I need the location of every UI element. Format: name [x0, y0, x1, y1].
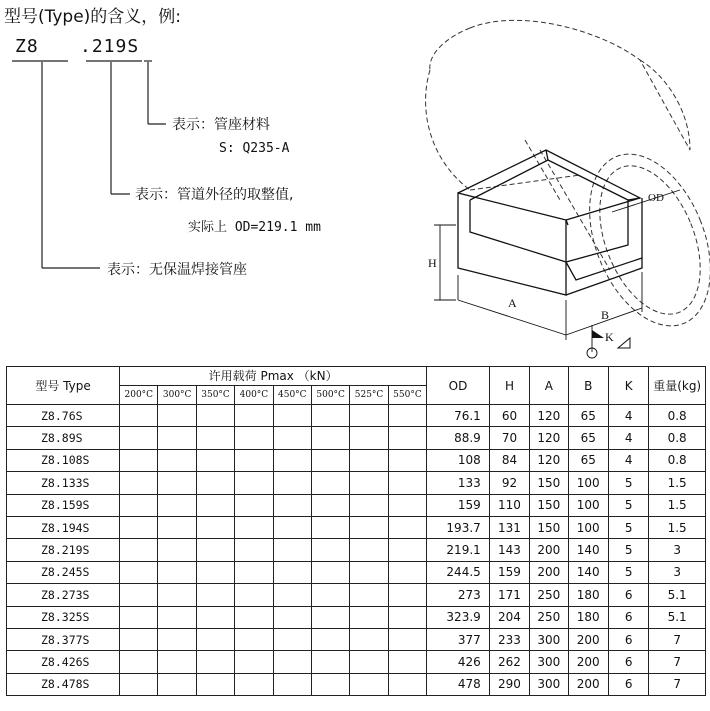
cell-weight: 7 [649, 673, 706, 695]
table-row [7, 584, 706, 606]
cell-load-cell [311, 539, 349, 561]
header-temp: 350°C [196, 386, 234, 405]
cell-load-cell [120, 673, 158, 695]
cell-load-cell [158, 449, 196, 471]
table-row [7, 427, 706, 449]
cell-load-cell [388, 472, 426, 494]
cell-od: 273 [427, 584, 490, 606]
cell-h: 92 [489, 472, 529, 494]
cell-weight: 0.8 [649, 405, 706, 427]
cell-k: 4 [608, 449, 648, 471]
cell-k: 6 [608, 673, 648, 695]
cell-load-cell [158, 651, 196, 673]
cell-load-cell [350, 516, 388, 538]
cell-h: 233 [489, 628, 529, 650]
cell-model: Z8.89S [7, 427, 120, 449]
cell-h: 262 [489, 651, 529, 673]
cell-k: 5 [608, 494, 648, 516]
cell-load-cell [196, 449, 234, 471]
cell-model: Z8.76S [7, 405, 120, 427]
cell-load-cell [158, 494, 196, 516]
cell-k: 4 [608, 427, 648, 449]
cell-load-cell [311, 673, 349, 695]
cell-h: 159 [489, 561, 529, 583]
header-row-1 [7, 367, 706, 386]
cell-load-cell [196, 561, 234, 583]
cell-load-cell [273, 651, 311, 673]
label-b: B [601, 308, 610, 322]
cell-load-cell [388, 405, 426, 427]
cell-load-cell [235, 472, 273, 494]
cell-k: 6 [608, 584, 648, 606]
header-h: H [489, 367, 529, 405]
cell-load-cell [388, 606, 426, 628]
header-temp: 525°C [350, 386, 388, 405]
cell-weight: 0.8 [649, 449, 706, 471]
header-weight: 重量(kg) [649, 367, 706, 405]
cell-model: Z8.194S [7, 516, 120, 538]
cell-weight: 3 [649, 539, 706, 561]
cell-k: 5 [608, 561, 648, 583]
note-material-value: S: Q235-A [219, 141, 290, 156]
cell-load-cell [273, 516, 311, 538]
cell-load-cell [311, 472, 349, 494]
cell-load-cell [350, 449, 388, 471]
cell-b: 140 [568, 539, 608, 561]
cell-a: 150 [530, 494, 568, 516]
cell-load-cell [350, 628, 388, 650]
cell-load-cell [235, 628, 273, 650]
cell-b: 100 [568, 472, 608, 494]
note-type: 表示：无保温焊接管座 [107, 262, 247, 278]
cell-h: 143 [489, 539, 529, 561]
cell-load-cell [196, 539, 234, 561]
cell-weight: 5.1 [649, 584, 706, 606]
cell-load-cell [388, 427, 426, 449]
cell-a: 300 [530, 651, 568, 673]
header-od: OD [427, 367, 490, 405]
cell-load-cell [158, 673, 196, 695]
cell-h: 290 [489, 673, 529, 695]
cell-load-cell [235, 561, 273, 583]
table-row [7, 673, 706, 695]
header-model: 型号 Type [7, 367, 120, 405]
cell-model: Z8.426S [7, 651, 120, 673]
note-od-value: 实际上 OD=219.1 mm [188, 220, 321, 235]
cell-h: 131 [489, 516, 529, 538]
cell-k: 5 [608, 472, 648, 494]
cell-a: 150 [530, 516, 568, 538]
cell-k: 6 [608, 606, 648, 628]
cell-h: 171 [489, 584, 529, 606]
cell-load-cell [120, 405, 158, 427]
cell-load-cell [273, 584, 311, 606]
cell-h: 70 [489, 427, 529, 449]
cell-load-cell [350, 606, 388, 628]
cell-weight: 7 [649, 651, 706, 673]
header-load: 许用载荷 Pmax （kN） [120, 367, 427, 386]
cell-load-cell [311, 561, 349, 583]
cell-load-cell [311, 628, 349, 650]
cell-load-cell [311, 606, 349, 628]
cell-a: 150 [530, 472, 568, 494]
cell-od: 193.7 [427, 516, 490, 538]
table-row [7, 494, 706, 516]
cell-load-cell [350, 494, 388, 516]
cell-load-cell [235, 427, 273, 449]
cell-weight: 1.5 [649, 472, 706, 494]
cell-load-cell [350, 405, 388, 427]
header-temp: 200°C [120, 386, 158, 405]
cell-load-cell [388, 516, 426, 538]
cell-a: 120 [530, 427, 568, 449]
cell-a: 300 [530, 628, 568, 650]
cell-weight: 1.5 [649, 516, 706, 538]
cell-b: 140 [568, 561, 608, 583]
cell-load-cell [196, 651, 234, 673]
cell-od: 219.1 [427, 539, 490, 561]
cell-load-cell [235, 516, 273, 538]
cell-a: 120 [530, 449, 568, 471]
label-k: K [605, 330, 614, 344]
cell-load-cell [350, 539, 388, 561]
cell-od: 88.9 [427, 427, 490, 449]
cell-od: 426 [427, 651, 490, 673]
cell-load-cell [120, 561, 158, 583]
cell-a: 250 [530, 584, 568, 606]
cell-load-cell [120, 427, 158, 449]
header-temp: 500°C [311, 386, 349, 405]
cell-load-cell [235, 494, 273, 516]
cell-load-cell [273, 494, 311, 516]
cell-load-cell [388, 673, 426, 695]
cell-load-cell [311, 405, 349, 427]
cell-load-cell [311, 427, 349, 449]
table-row [7, 405, 706, 427]
cell-b: 65 [568, 427, 608, 449]
cell-load-cell [388, 651, 426, 673]
table-row [7, 651, 706, 673]
cell-load-cell [158, 584, 196, 606]
table-row [7, 539, 706, 561]
cell-load-cell [388, 494, 426, 516]
cell-load-cell [273, 472, 311, 494]
cell-load-cell [158, 427, 196, 449]
cell-load-cell [196, 516, 234, 538]
cell-load-cell [311, 449, 349, 471]
cell-load-cell [273, 673, 311, 695]
cell-load-cell [196, 673, 234, 695]
table-row [7, 561, 706, 583]
cell-load-cell [120, 472, 158, 494]
cell-load-cell [120, 628, 158, 650]
header-k: K [608, 367, 648, 405]
cell-load-cell [120, 516, 158, 538]
cell-model: Z8.133S [7, 472, 120, 494]
cell-load-cell [196, 427, 234, 449]
label-a: A [508, 296, 517, 310]
cell-load-cell [235, 449, 273, 471]
cell-load-cell [158, 606, 196, 628]
cell-weight: 0.8 [649, 427, 706, 449]
cell-h: 60 [489, 405, 529, 427]
cell-weight: 3 [649, 561, 706, 583]
cell-od: 133 [427, 472, 490, 494]
cell-load-cell [158, 539, 196, 561]
table-row [7, 606, 706, 628]
cell-load-cell [158, 472, 196, 494]
cell-load-cell [311, 494, 349, 516]
page-title: 型号(Type)的含义，例: [4, 7, 182, 27]
cell-load-cell [196, 405, 234, 427]
cell-load-cell [120, 651, 158, 673]
cell-load-cell [158, 405, 196, 427]
cell-a: 120 [530, 405, 568, 427]
cell-b: 100 [568, 494, 608, 516]
cell-k: 4 [608, 405, 648, 427]
cell-load-cell [311, 651, 349, 673]
cell-model: Z8.325S [7, 606, 120, 628]
cell-model: Z8.273S [7, 584, 120, 606]
cell-load-cell [120, 606, 158, 628]
cell-h: 110 [489, 494, 529, 516]
header-temp: 400°C [235, 386, 273, 405]
cell-load-cell [235, 651, 273, 673]
header-temp: 300°C [158, 386, 196, 405]
cell-od: 108 [427, 449, 490, 471]
cell-load-cell [350, 673, 388, 695]
cell-od: 76.1 [427, 405, 490, 427]
cell-od: 244.5 [427, 561, 490, 583]
cell-od: 478 [427, 673, 490, 695]
cell-b: 65 [568, 405, 608, 427]
cell-load-cell [388, 584, 426, 606]
cell-k: 6 [608, 628, 648, 650]
cell-load-cell [311, 516, 349, 538]
cell-model: Z8.108S [7, 449, 120, 471]
spec-table [6, 366, 706, 696]
header-temp: 550°C [388, 386, 426, 405]
cell-model: Z8.219S [7, 539, 120, 561]
cell-load-cell [273, 539, 311, 561]
cell-load-cell [388, 449, 426, 471]
table-row [7, 628, 706, 650]
cell-load-cell [196, 584, 234, 606]
cell-weight: 5.1 [649, 606, 706, 628]
cell-load-cell [120, 494, 158, 516]
cell-load-cell [120, 584, 158, 606]
cell-load-cell [350, 584, 388, 606]
cell-load-cell [196, 628, 234, 650]
cell-model: Z8.245S [7, 561, 120, 583]
cell-od: 159 [427, 494, 490, 516]
cell-load-cell [311, 584, 349, 606]
table-row [7, 516, 706, 538]
table-row [7, 472, 706, 494]
cell-load-cell [350, 651, 388, 673]
note-od: 表示：管道外径的取整值, [135, 187, 294, 203]
cell-load-cell [120, 449, 158, 471]
cell-load-cell [350, 472, 388, 494]
cell-load-cell [273, 427, 311, 449]
cell-b: 200 [568, 673, 608, 695]
cell-load-cell [235, 606, 273, 628]
cell-load-cell [235, 405, 273, 427]
table-row [7, 449, 706, 471]
cell-load-cell [273, 606, 311, 628]
cell-weight: 1.5 [649, 494, 706, 516]
cell-load-cell [235, 539, 273, 561]
type-code-suffix: .219S [80, 36, 140, 57]
cell-load-cell [235, 673, 273, 695]
header-a: A [530, 367, 568, 405]
cell-load-cell [196, 494, 234, 516]
cell-k: 5 [608, 516, 648, 538]
cell-od: 377 [427, 628, 490, 650]
cell-load-cell [350, 561, 388, 583]
cell-k: 5 [608, 539, 648, 561]
cell-load-cell [196, 606, 234, 628]
cell-load-cell [388, 561, 426, 583]
cell-load-cell [158, 516, 196, 538]
cell-load-cell [273, 628, 311, 650]
cell-load-cell [388, 628, 426, 650]
cell-b: 200 [568, 628, 608, 650]
header-b: B [568, 367, 608, 405]
note-material: 表示：管座材料 [172, 117, 270, 133]
cell-load-cell [388, 539, 426, 561]
cell-load-cell [235, 584, 273, 606]
cell-load-cell [273, 561, 311, 583]
cell-model: Z8.159S [7, 494, 120, 516]
cell-h: 84 [489, 449, 529, 471]
cell-load-cell [273, 405, 311, 427]
cell-a: 200 [530, 561, 568, 583]
cell-load-cell [158, 561, 196, 583]
cell-load-cell [196, 472, 234, 494]
cell-a: 250 [530, 606, 568, 628]
cell-load-cell [158, 628, 196, 650]
cell-a: 300 [530, 673, 568, 695]
cell-b: 100 [568, 516, 608, 538]
cell-weight: 7 [649, 628, 706, 650]
cell-od: 323.9 [427, 606, 490, 628]
cell-b: 180 [568, 584, 608, 606]
cell-load-cell [350, 427, 388, 449]
label-h: H [428, 256, 437, 270]
cell-load-cell [120, 539, 158, 561]
header-temp: 450°C [273, 386, 311, 405]
cell-k: 6 [608, 651, 648, 673]
cell-b: 200 [568, 651, 608, 673]
spec-table-body [7, 405, 706, 696]
cell-a: 200 [530, 539, 568, 561]
cell-load-cell [273, 449, 311, 471]
cell-b: 65 [568, 449, 608, 471]
cell-b: 180 [568, 606, 608, 628]
type-code-prefix: Z8 [15, 36, 39, 57]
cell-model: Z8.377S [7, 628, 120, 650]
label-od: OD [648, 192, 664, 204]
cell-model: Z8.478S [7, 673, 120, 695]
cell-h: 204 [489, 606, 529, 628]
